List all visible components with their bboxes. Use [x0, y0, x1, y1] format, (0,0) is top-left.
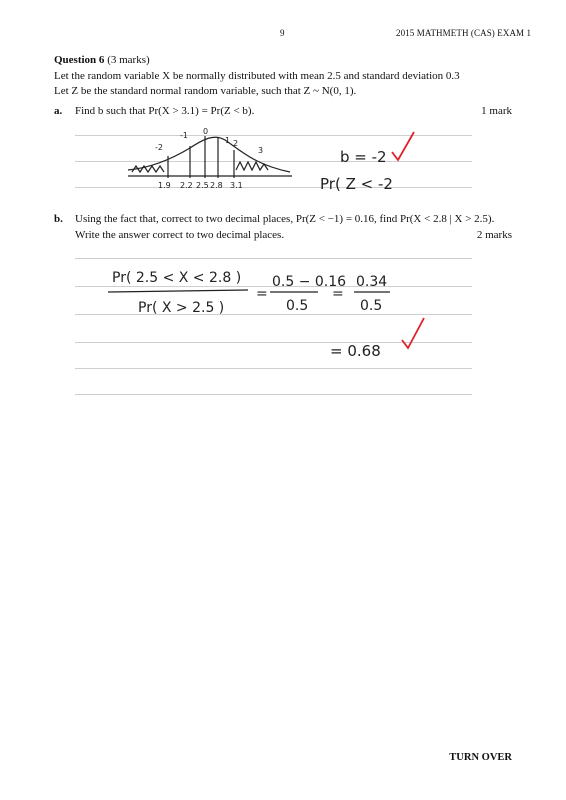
- curve-label-bottom: 3.1: [230, 181, 243, 190]
- page-number: 9: [280, 28, 285, 38]
- fraction1-numerator: Pr( 2.5 < X < 2.8 ): [112, 270, 242, 286]
- part-b-marks: 2 marks: [476, 229, 512, 241]
- question-intro-line2: Let Z be the standard normal random variable, such that Z ~ N(0, 1).: [54, 85, 357, 97]
- exam-title: 2015 MATHMETH (CAS) EXAM 1: [396, 28, 532, 38]
- curve-label-top: -1: [180, 131, 188, 140]
- curve-label-top: -2: [155, 143, 163, 152]
- equals-sign: =: [332, 286, 344, 302]
- curve-label-bottom: 2.5: [196, 181, 209, 190]
- answer-probability: Pr( Z < -2: [320, 175, 393, 193]
- fraction3-denominator: 0.5: [360, 298, 383, 314]
- fraction2-numerator: 0.5 − 0.16: [272, 274, 347, 290]
- part-a-marks: 1 mark: [481, 105, 512, 117]
- answer-b-equals: b = -2: [340, 148, 387, 166]
- curve-label-top: 0: [203, 127, 209, 136]
- part-a-label: a.: [54, 105, 63, 117]
- curve-label-top: 2: [233, 139, 239, 148]
- curve-label-top: 1: [225, 136, 231, 145]
- fraction1-denominator: Pr( X > 2.5 ): [138, 300, 225, 316]
- equals-sign: =: [256, 286, 268, 302]
- part-b-text-line2: Write the answer correct to two decimal places.: [75, 229, 285, 241]
- curve-label-bottom: 2.8: [210, 181, 223, 190]
- fraction1-bar: [108, 290, 248, 292]
- part-b-label: b.: [54, 213, 63, 225]
- curve-label-bottom: 2.2: [180, 181, 193, 190]
- tick-mark-icon: [402, 318, 424, 348]
- normal-curve-sketch: [128, 136, 292, 178]
- final-result: = 0.68: [330, 342, 381, 360]
- turn-over: TURN OVER: [449, 752, 512, 763]
- curve-label-top: 3: [258, 146, 264, 155]
- fraction3-numerator: 0.34: [356, 274, 388, 290]
- tick-mark-icon: [392, 132, 414, 160]
- part-b-text-line1: Using the fact that, correct to two decimal places, Pr(Z < −1) = 0.16, find Pr(X < 2.8 | X > 2.5).: [75, 213, 495, 225]
- question-marks: (3 marks): [107, 54, 150, 66]
- part-a-text: Find b such that Pr(X > 3.1) = Pr(Z < b).: [75, 105, 255, 117]
- fraction2-denominator: 0.5: [286, 298, 309, 314]
- curve-label-bottom: 1.9: [158, 181, 171, 190]
- question-intro-line1: Let the random variable X be normally distributed with mean 2.5 and standard deviation 0.3: [54, 70, 460, 82]
- question-title: Question 6: [54, 54, 105, 66]
